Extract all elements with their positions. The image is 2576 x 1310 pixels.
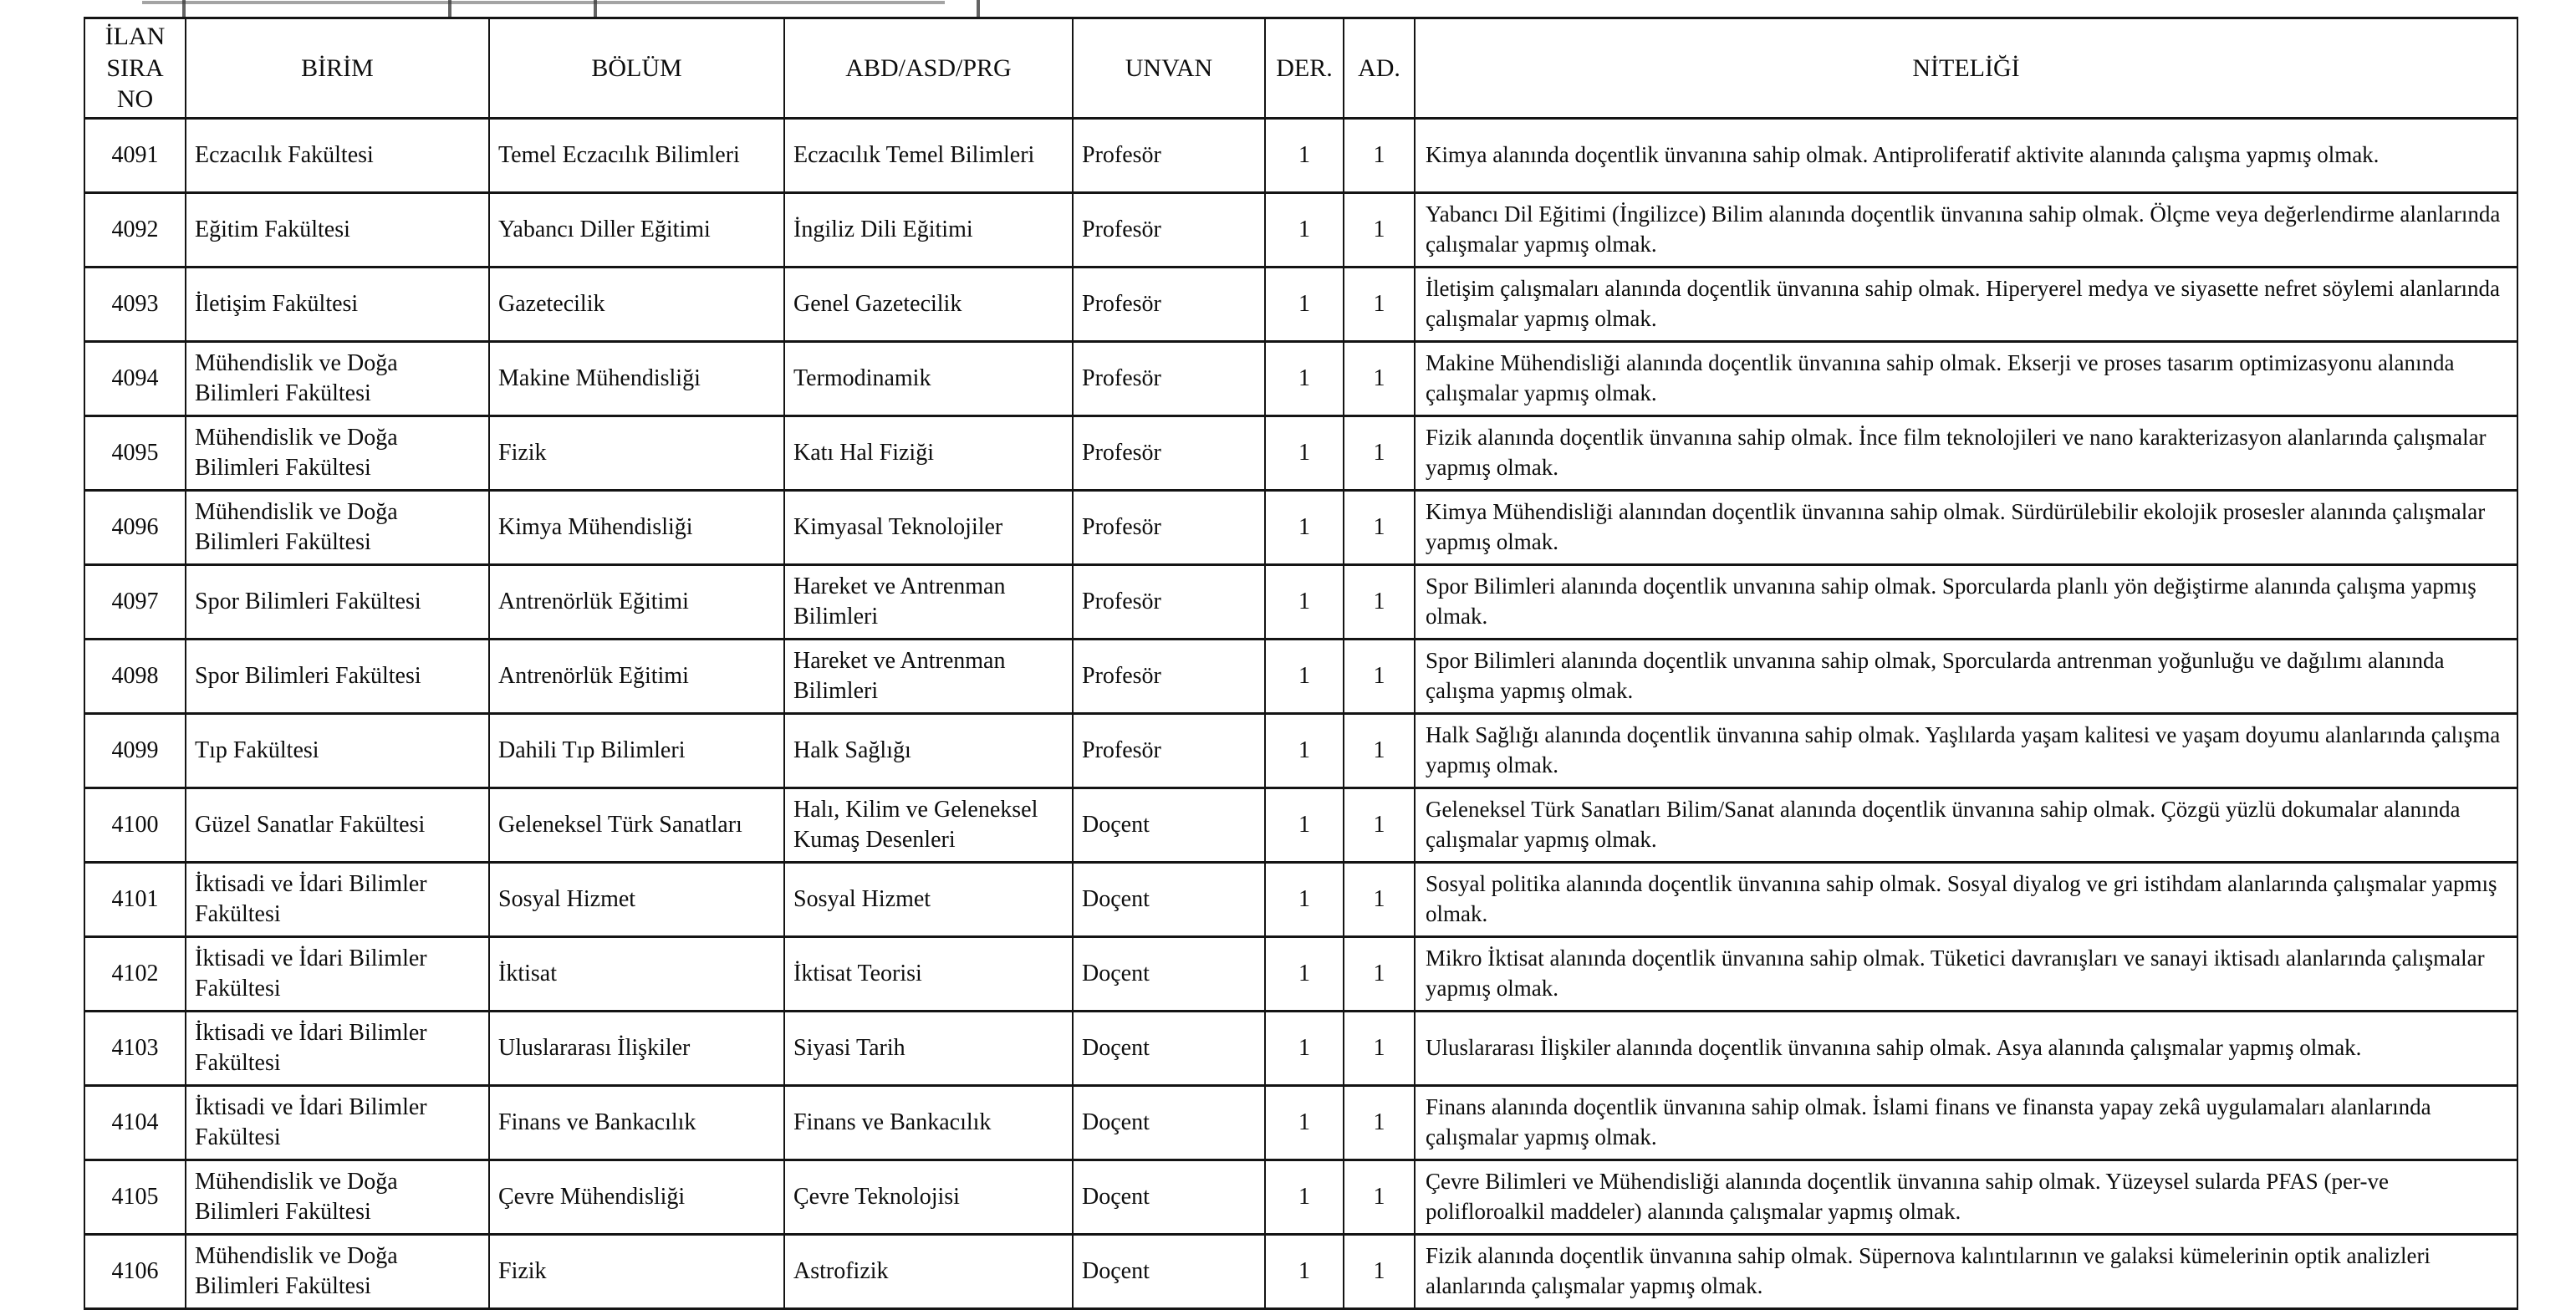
- cell-unvan: Profesör: [1073, 341, 1265, 415]
- cell-no: 4098: [84, 639, 186, 713]
- cell-birim: İktisadi ve İdari Bilimler Fakültesi: [186, 862, 489, 936]
- header-row: [84, 18, 2517, 119]
- cell-no: 4091: [84, 118, 186, 192]
- cell-niteligi: Fizik alanında doçentlik ünvanına sahip olmak. İnce film teknolojileri ve nano karakterizasyon alanlarında çalışmalar yapmış olmak.: [1415, 415, 2517, 490]
- table-row: [84, 341, 2517, 415]
- cell-abd: İngiliz Dili Eğitimi: [784, 192, 1073, 267]
- cell-no: 4095: [84, 415, 186, 490]
- column-header-niteligi: NİTELİĞİ: [1415, 18, 2517, 119]
- scan-artifact-tick: [594, 0, 597, 18]
- cell-niteligi: Spor Bilimleri alanında doçentlik unvanına sahip olmak, Sporcularda antrenman yoğunluğu ve dağılımı alanında çalışma yapmış olmak.: [1415, 639, 2517, 713]
- cell-abd: Hareket ve Antrenman Bilimleri: [784, 564, 1073, 639]
- table-row: [84, 490, 2517, 564]
- cell-der: 1: [1265, 192, 1344, 267]
- cell-der: 1: [1265, 713, 1344, 788]
- cell-birim: Mühendislik ve Doğa Bilimleri Fakültesi: [186, 1160, 489, 1234]
- cell-niteligi: Mikro İktisat alanında doçentlik ünvanına sahip olmak. Tüketici davranışları ve sanayi iktisadı alanlarında çalışmalar yapmış olmak.: [1415, 936, 2517, 1011]
- cell-abd: Katı Hal Fiziği: [784, 415, 1073, 490]
- table-row: [84, 118, 2517, 192]
- table-row: [84, 862, 2517, 936]
- cell-ad: 1: [1344, 639, 1415, 713]
- cell-abd: Kimyasal Teknolojiler: [784, 490, 1073, 564]
- cell-abd: Genel Gazetecilik: [784, 267, 1073, 341]
- cell-no: 4102: [84, 936, 186, 1011]
- cell-unvan: Profesör: [1073, 713, 1265, 788]
- cell-birim: Spor Bilimleri Fakültesi: [186, 564, 489, 639]
- cell-birim: Mühendislik ve Doğa Bilimleri Fakültesi: [186, 490, 489, 564]
- cell-unvan: Doçent: [1073, 788, 1265, 862]
- cell-unvan: Doçent: [1073, 1011, 1265, 1085]
- cell-ad: 1: [1344, 192, 1415, 267]
- cell-der: 1: [1265, 490, 1344, 564]
- cell-unvan: Profesör: [1073, 192, 1265, 267]
- cell-niteligi: Kimya alanında doçentlik ünvanına sahip olmak. Antiproliferatif aktivite alanında çalışma yapmış olmak.: [1415, 118, 2517, 192]
- column-header-ad: AD.: [1344, 18, 1415, 119]
- cell-no: 4096: [84, 490, 186, 564]
- cell-abd: Sosyal Hizmet: [784, 862, 1073, 936]
- cell-ad: 1: [1344, 415, 1415, 490]
- cell-ad: 1: [1344, 1011, 1415, 1085]
- cell-no: 4099: [84, 713, 186, 788]
- table-row: [84, 1234, 2517, 1308]
- cell-bolum: Finans ve Bankacılık: [489, 1085, 784, 1160]
- scan-artifact-streak: [142, 1, 945, 4]
- cell-der: 1: [1265, 639, 1344, 713]
- cell-bolum: Antrenörlük Eğitimi: [489, 564, 784, 639]
- cell-abd: Finans ve Bankacılık: [784, 1085, 1073, 1160]
- cell-bolum: Çevre Mühendisliği: [489, 1160, 784, 1234]
- cell-birim: İktisadi ve İdari Bilimler Fakültesi: [186, 1085, 489, 1160]
- cell-ad: 1: [1344, 713, 1415, 788]
- cell-ad: 1: [1344, 1160, 1415, 1234]
- cell-bolum: Fizik: [489, 1234, 784, 1308]
- cell-der: 1: [1265, 341, 1344, 415]
- cell-niteligi: Fizik alanında doçentlik ünvanına sahip olmak. Süpernova kalıntılarının ve galaksi kümelerinin optik analizleri alanlarında çalışmalar yapmış olmak.: [1415, 1234, 2517, 1308]
- cell-abd: Halı, Kilim ve Geleneksel Kumaş Desenleri: [784, 788, 1073, 862]
- cell-unvan: Doçent: [1073, 862, 1265, 936]
- cell-ad: 1: [1344, 1085, 1415, 1160]
- column-header-birim: BİRİM: [186, 18, 489, 119]
- cell-no: 4094: [84, 341, 186, 415]
- cell-birim: İktisadi ve İdari Bilimler Fakültesi: [186, 936, 489, 1011]
- cell-birim: Eğitim Fakültesi: [186, 192, 489, 267]
- cell-ad: 1: [1344, 118, 1415, 192]
- cell-ad: 1: [1344, 341, 1415, 415]
- cell-der: 1: [1265, 936, 1344, 1011]
- cell-abd: İktisat Teorisi: [784, 936, 1073, 1011]
- cell-niteligi: Halk Sağlığı alanında doçentlik ünvanına sahip olmak. Yaşlılarda yaşam kalitesi ve yaşam doyumu alanlarında çalışma yapmış olmak.: [1415, 713, 2517, 788]
- cell-abd: Hareket ve Antrenman Bilimleri: [784, 639, 1073, 713]
- cell-niteligi: Yabancı Dil Eğitimi (İngilizce) Bilim alanında doçentlik ünvanına sahip olmak. Ölçme veya değerlendirme alanlarında çalışmalar yapmış olmak.: [1415, 192, 2517, 267]
- cell-ad: 1: [1344, 267, 1415, 341]
- cell-abd: Halk Sağlığı: [784, 713, 1073, 788]
- cell-birim: Tıp Fakültesi: [186, 713, 489, 788]
- cell-no: 4097: [84, 564, 186, 639]
- cell-niteligi: Kimya Mühendisliği alanından doçentlik ünvanına sahip olmak. Sürdürülebilir ekolojik prosesler alanında çalışmalar yapmış olmak.: [1415, 490, 2517, 564]
- cell-der: 1: [1265, 1234, 1344, 1308]
- table-row: [84, 1160, 2517, 1234]
- cell-der: 1: [1265, 415, 1344, 490]
- cell-niteligi: İletişim çalışmaları alanında doçentlik ünvanına sahip olmak. Hiperyerel medya ve siyasette nefret söylemi alanlarında çalışmalar yapmış olmak.: [1415, 267, 2517, 341]
- table-row: [84, 1011, 2517, 1085]
- cell-abd: Astrofizik: [784, 1234, 1073, 1308]
- cell-der: 1: [1265, 1160, 1344, 1234]
- academic-positions-table: [84, 17, 2518, 1310]
- cell-abd: Siyasi Tarih: [784, 1011, 1073, 1085]
- cell-no: 4105: [84, 1160, 186, 1234]
- cell-unvan: Doçent: [1073, 1234, 1265, 1308]
- cell-niteligi: Makine Mühendisliği alanında doçentlik ünvanına sahip olmak. Ekserji ve proses tasarım optimizasyonu alanında çalışmalar yapmış olmak.: [1415, 341, 2517, 415]
- cell-bolum: Sosyal Hizmet: [489, 862, 784, 936]
- cell-unvan: Profesör: [1073, 415, 1265, 490]
- column-header-abd: ABD/ASD/PRG: [784, 18, 1073, 119]
- column-header-no: İLAN SIRA NO: [84, 18, 186, 119]
- cell-bolum: Dahili Tıp Bilimleri: [489, 713, 784, 788]
- cell-birim: Spor Bilimleri Fakültesi: [186, 639, 489, 713]
- cell-bolum: Geleneksel Türk Sanatları: [489, 788, 784, 862]
- cell-niteligi: Çevre Bilimleri ve Mühendisliği alanında doçentlik ünvanına sahip olmak. Yüzeysel sularda PFAS (per-ve polifloroalkil maddeler) alanında çalışmalar yapmış olmak.: [1415, 1160, 2517, 1234]
- cell-bolum: Uluslararası İlişkiler: [489, 1011, 784, 1085]
- cell-abd: Termodinamik: [784, 341, 1073, 415]
- table-row: [84, 713, 2517, 788]
- cell-bolum: Yabancı Diller Eğitimi: [489, 192, 784, 267]
- cell-der: 1: [1265, 1011, 1344, 1085]
- cell-ad: 1: [1344, 1234, 1415, 1308]
- cell-unvan: Doçent: [1073, 1085, 1265, 1160]
- cell-no: 4093: [84, 267, 186, 341]
- cell-bolum: İktisat: [489, 936, 784, 1011]
- cell-der: 1: [1265, 267, 1344, 341]
- cell-abd: Çevre Teknolojisi: [784, 1160, 1073, 1234]
- table-row: [84, 192, 2517, 267]
- column-header-bolum: BÖLÜM: [489, 18, 784, 119]
- cell-ad: 1: [1344, 788, 1415, 862]
- table-row: [84, 415, 2517, 490]
- cell-unvan: Profesör: [1073, 564, 1265, 639]
- cell-der: 1: [1265, 862, 1344, 936]
- table-row: [84, 1085, 2517, 1160]
- cell-niteligi: Uluslararası İlişkiler alanında doçentlik ünvanına sahip olmak. Asya alanında çalışmalar yapmış olmak.: [1415, 1011, 2517, 1085]
- cell-birim: Mühendislik ve Doğa Bilimleri Fakültesi: [186, 341, 489, 415]
- scan-artifact-tick: [977, 0, 980, 18]
- cell-no: 4101: [84, 862, 186, 936]
- table-row: [84, 788, 2517, 862]
- cell-niteligi: Spor Bilimleri alanında doçentlik unvanına sahip olmak. Sporcularda planlı yön değiştirme alanında çalışma yapmış olmak.: [1415, 564, 2517, 639]
- cell-bolum: Antrenörlük Eğitimi: [489, 639, 784, 713]
- column-header-der: DER.: [1265, 18, 1344, 119]
- cell-abd: Eczacılık Temel Bilimleri: [784, 118, 1073, 192]
- cell-bolum: Kimya Mühendisliği: [489, 490, 784, 564]
- cell-niteligi: Geleneksel Türk Sanatları Bilim/Sanat alanında doçentlik ünvanına sahip olmak. Çözgü yüzlü dokumalar alanında çalışmalar yapmış olmak.: [1415, 788, 2517, 862]
- cell-birim: Mühendislik ve Doğa Bilimleri Fakültesi: [186, 415, 489, 490]
- cell-birim: Mühendislik ve Doğa Bilimleri Fakültesi: [186, 1234, 489, 1308]
- cell-bolum: Fizik: [489, 415, 784, 490]
- cell-no: 4100: [84, 788, 186, 862]
- cell-der: 1: [1265, 118, 1344, 192]
- cell-der: 1: [1265, 788, 1344, 862]
- scan-artifact-tick: [448, 0, 451, 18]
- cell-unvan: Profesör: [1073, 118, 1265, 192]
- column-header-unvan: UNVAN: [1073, 18, 1265, 119]
- cell-birim: İktisadi ve İdari Bilimler Fakültesi: [186, 1011, 489, 1085]
- table-row: [84, 267, 2517, 341]
- table-body: [84, 118, 2517, 1308]
- table-row: [84, 564, 2517, 639]
- cell-bolum: Temel Eczacılık Bilimleri: [489, 118, 784, 192]
- cell-no: 4103: [84, 1011, 186, 1085]
- cell-der: 1: [1265, 1085, 1344, 1160]
- cell-der: 1: [1265, 564, 1344, 639]
- cell-unvan: Profesör: [1073, 490, 1265, 564]
- cell-ad: 1: [1344, 862, 1415, 936]
- cell-no: 4106: [84, 1234, 186, 1308]
- cell-ad: 1: [1344, 936, 1415, 1011]
- cell-no: 4092: [84, 192, 186, 267]
- cell-unvan: Doçent: [1073, 936, 1265, 1011]
- cell-ad: 1: [1344, 490, 1415, 564]
- cell-birim: İletişim Fakültesi: [186, 267, 489, 341]
- cell-niteligi: Finans alanında doçentlik ünvanına sahip olmak. İslami finans ve finansta yapay zekâ uygulamaları alanlarında çalışmalar yapmış olmak.: [1415, 1085, 2517, 1160]
- cell-birim: Güzel Sanatlar Fakültesi: [186, 788, 489, 862]
- cell-bolum: Gazetecilik: [489, 267, 784, 341]
- cell-unvan: Profesör: [1073, 639, 1265, 713]
- cell-unvan: Profesör: [1073, 267, 1265, 341]
- cell-no: 4104: [84, 1085, 186, 1160]
- cell-unvan: Doçent: [1073, 1160, 1265, 1234]
- table-row: [84, 936, 2517, 1011]
- cell-ad: 1: [1344, 564, 1415, 639]
- cell-niteligi: Sosyal politika alanında doçentlik ünvanına sahip olmak. Sosyal diyalog ve gri istihdam alanlarında çalışmalar yapmış olmak.: [1415, 862, 2517, 936]
- cell-birim: Eczacılık Fakültesi: [186, 118, 489, 192]
- table-row: [84, 639, 2517, 713]
- scan-artifact-tick: [182, 0, 186, 18]
- cell-bolum: Makine Mühendisliği: [489, 341, 784, 415]
